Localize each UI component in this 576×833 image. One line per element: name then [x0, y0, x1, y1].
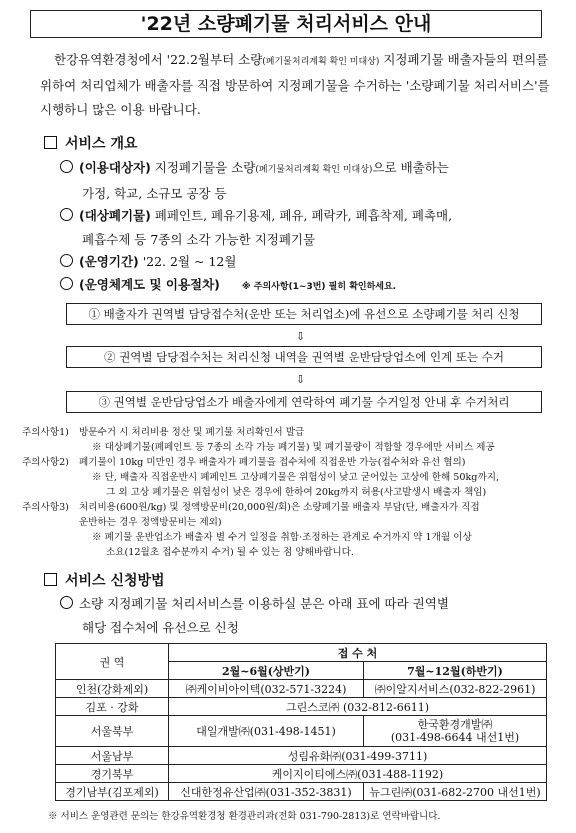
item-label: (운영체계도 및 이용절차): [79, 277, 220, 292]
item-label: (대상폐기물): [79, 208, 151, 223]
item-waste: [60, 204, 550, 252]
note-sub: 그 외 고상 폐기물은 위험성이 낮은 경우에 한하여 20kg까지 허용(사고발생시 배출자 책임): [106, 487, 487, 498]
reception-cell: 대일개발㈜(031-498-1451): [169, 716, 364, 747]
section-title: 서비스 신청방법: [65, 573, 165, 589]
intro-text-2: 지정폐기물 배출자들의 편의를 위하여 처리업체가 배출자를 직접 방문하여 지정폐기물을 수거하는 '소량폐기물 처리서비스'를 시행하니 많은 이용 바랍니다.: [40, 52, 550, 117]
note-row: [22, 455, 557, 470]
reception-cell: 성림유화㈜(031-499-3711): [169, 747, 547, 765]
page-title: '22년 소량폐기물 처리서비스 안내: [30, 10, 542, 38]
item-text: '22. 2월 ~ 12월: [138, 254, 237, 269]
item-text: 지정폐기물을 소량: [150, 160, 256, 175]
item-small-text: (폐기물처리계획 확인 미대상): [255, 165, 373, 175]
item-target: [60, 156, 550, 206]
square-bullet-icon: [44, 136, 57, 149]
note-row: [22, 500, 557, 515]
item-apply: [60, 592, 550, 640]
section-title: 서비스 개요: [65, 136, 138, 152]
square-bullet-icon: [44, 573, 57, 586]
item-text: 으로 배출하는: [372, 160, 449, 175]
first-half-header: 2월~6월(상반기): [169, 662, 364, 680]
reception-cell: 뉴그린㈜(031-682-2700 내선1번): [364, 783, 547, 801]
table-row: [56, 747, 547, 765]
note-head: 주의사항3): [22, 502, 69, 513]
reception-cell: [364, 716, 547, 747]
circle-bullet-icon: [60, 208, 73, 221]
item-text-cont: 해당 접수처에 유선으로 신청: [82, 620, 239, 635]
down-arrow-icon: ⇩: [296, 330, 306, 343]
reception-table: [55, 643, 547, 801]
item-text-cont: 가정, 학교, 소규모 공장 등: [82, 186, 227, 201]
note-sub: ※ 대상폐기물(폐페인트 등 7종의 소각 가능 폐기물) 및 폐기물량이 적합할 경우에만 서비스 제공: [92, 442, 495, 453]
reception-phone: (031-498-6644 내선1번): [390, 731, 520, 744]
circle-bullet-icon: [60, 160, 73, 173]
circle-bullet-icon: [60, 596, 73, 609]
flow-step-1: ① 배출자가 권역별 담당접수처(운반 또는 처리업소)에 유선으로 소량폐기물 처리 신청: [66, 303, 542, 325]
flow-step-3: ③ 권역별 운반담당업소가 배출자에게 연락하여 폐기물 수거일정 안내 후 수거처리: [66, 391, 542, 413]
note-head: 주의사항2): [22, 457, 69, 468]
reception-header: 접 수 처: [169, 644, 547, 662]
note-text: 폐기물이 10kg 미만인 경우 배출자가 폐기물을 접수처에 직접운반 가능(접수처와 유선 협의): [79, 457, 466, 468]
item-label: (이용대상자): [79, 160, 151, 175]
procedure-note: ※ 주의사항(1~3번) 필히 확인하세요.: [241, 282, 397, 292]
circle-bullet-icon: [60, 254, 73, 267]
intro-text: 한강유역환경청에서 '22.2월부터 소량: [54, 52, 263, 67]
contact-footer: ※ 서비스 운영관련 문의는 한강유역환경청 환경관리과(전화 031-790-2813)로 연락바랍니다.: [48, 811, 441, 822]
region-cell: 경기남부(김포제외): [56, 783, 169, 801]
reception-cell: 그린스코㈜ (032-812-6611): [169, 698, 547, 716]
item-period: [60, 250, 550, 274]
item-label: (운영기간): [79, 254, 139, 269]
section-apply-heading: [44, 570, 165, 590]
reception-cell: 신대한정유산업㈜(031-352-3831): [169, 783, 364, 801]
region-cell: 경기북부: [56, 765, 169, 783]
section-overview-heading: [44, 133, 138, 153]
item-procedure: [60, 273, 550, 299]
note-sub: ※ 단, 배출자 직접운반시 폐페인트 고상폐기물은 위험성이 낮고 굳어있는 고상에 한해 50kg까지,: [92, 472, 500, 483]
note-sub: ※ 폐기물 운반업소가 배출자 별 수거 일정을 취합·조정하는 관계로 수거까지 약 1개월 이상: [92, 532, 472, 543]
intro-paragraph: [40, 48, 550, 122]
note-text: 방문수거 시 처리비용 정산 및 폐기물 처리확인서 발급: [79, 427, 305, 438]
item-text: 소량 지정폐기물 처리서비스를 이용하실 분은 아래 표에 따라 권역별: [79, 596, 449, 611]
note-head: 주의사항1): [22, 427, 69, 438]
intro-small-text: (폐기물처리계획 확인 미대상): [262, 57, 380, 67]
region-header: 권 역: [56, 644, 169, 680]
reception-cell: 케이지이티에스㈜(031-488-1192): [169, 765, 547, 783]
table-row: [56, 783, 547, 801]
table-row: [56, 680, 547, 698]
down-arrow-icon: ⇩: [296, 373, 306, 386]
second-half-header: 7월~12월(하반기): [364, 662, 547, 680]
caution-notes: [22, 425, 557, 560]
region-cell: 인천(강화제외): [56, 680, 169, 698]
note-cont: 운반하는 경우 정액방문비는 제외): [79, 517, 222, 528]
table-header-row: [56, 644, 547, 662]
table-row: [56, 716, 547, 747]
reception-name: 한국환경개발㈜: [417, 718, 493, 731]
reception-cell: ㈜이알지서비스(032-822-2961): [364, 680, 547, 698]
circle-bullet-icon: [60, 277, 73, 290]
note-row: [22, 425, 557, 440]
region-cell: 김포 · 강화: [56, 698, 169, 716]
item-text: 폐페인트, 폐유기용제, 폐유, 폐락카, 폐흡착제, 폐촉매,: [150, 208, 453, 223]
note-cont: 소요(12월초 접수분까지 수거) 될 수 있는 점 양해바랍니다.: [106, 547, 354, 558]
table-row: [56, 698, 547, 716]
item-text-cont: 폐흡수제 등 7종의 소각 가능한 지정폐기물: [82, 232, 316, 247]
flow-step-2: ② 권역별 담당접수처는 처리신청 내역을 권역별 운반담당업소에 인계 또는 수거: [66, 346, 542, 368]
reception-cell: ㈜케이비아이텍(032-571-3224): [169, 680, 364, 698]
table-row: [56, 765, 547, 783]
note-text: 처리비용(600원/kg) 및 정액방문비(20,000원/회)은 소량폐기물 배출자 부담(단, 배출자가 직접: [79, 502, 480, 513]
region-cell: 서울북부: [56, 716, 169, 747]
region-cell: 서울남부: [56, 747, 169, 765]
